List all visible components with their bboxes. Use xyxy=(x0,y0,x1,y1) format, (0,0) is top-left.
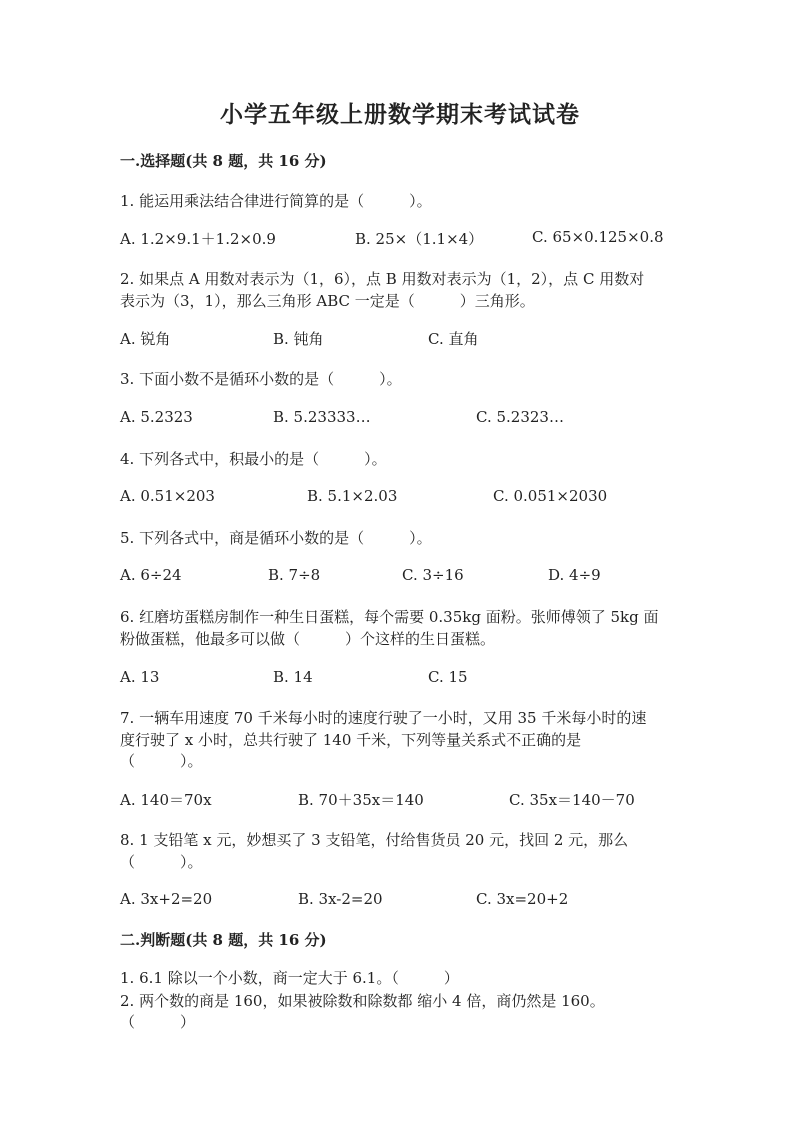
question-5-option-d: D. 4÷9 xyxy=(548,566,601,584)
question-1-option-b: B. 25×（1.1×4） xyxy=(355,230,484,248)
question-5-option-b: B. 7÷8 xyxy=(268,566,321,584)
question-6-option-b: B. 14 xyxy=(273,668,313,686)
question-6-text-line-1: 6. 红磨坊蛋糕房制作一种生日蛋糕，每个需要 0.35kg 面粉。张师傅领了 5kg 面 xyxy=(120,608,659,626)
question-7-text-line-3: （ ）。 xyxy=(120,752,203,770)
question-7-option-b: B. 70＋35x＝140 xyxy=(298,791,424,809)
question-3-option-b: B. 5.23333… xyxy=(273,408,371,426)
judgment-1-text: 1. 6.1 除以一个小数，商一定大于 6.1。（ ） xyxy=(120,969,459,987)
question-2-option-a: A. 锐角 xyxy=(120,330,171,348)
question-4-text: 4. 下列各式中，积最小的是（ ）。 xyxy=(120,450,387,468)
question-8-text-line-1: 8. 1 支铅笔 x 元，妙想买了 3 支铅笔，付给售货员 20 元，找回 2 元，那么 xyxy=(120,831,629,849)
question-7-option-c: C. 35x＝140－70 xyxy=(509,791,635,809)
question-2-option-b: B. 钝角 xyxy=(273,330,324,348)
question-3-text: 3. 下面小数不是循环小数的是（ ）。 xyxy=(120,370,402,388)
question-6-text-line-2: 粉做蛋糕，他最多可以做（ ）个这样的生日蛋糕。 xyxy=(120,630,496,648)
section-heading-choice: 一.选择题(共 8 题，共 16 分) xyxy=(120,152,327,170)
question-7-text-line-2: 度行驶了 x 小时，总共行驶了 140 千米，下列等量关系式不正确的是 xyxy=(120,731,582,749)
question-5-text: 5. 下列各式中，商是循环小数的是（ ）。 xyxy=(120,529,432,547)
judgment-2-text-line-1: 2. 两个数的商是 160，如果被除数和除数都 缩小 4 倍，商仍然是 160。 xyxy=(120,992,605,1010)
question-5-option-a: A. 6÷24 xyxy=(120,566,182,584)
judgment-2-text-line-2: （ ） xyxy=(120,1013,196,1031)
question-7-text-line-1: 7. 一辆车用速度 70 千米每小时的速度行驶了一小时，又用 35 千米每小时的速 xyxy=(120,709,647,727)
question-1-option-a: A. 1.2×9.1＋1.2×0.9 xyxy=(120,230,276,248)
question-2-option-c: C. 直角 xyxy=(428,330,479,348)
question-3-option-a: A. 5.2323 xyxy=(120,408,193,426)
question-8-option-c: C. 3x=20+2 xyxy=(476,890,569,908)
question-7-option-a: A. 140＝70x xyxy=(120,791,212,809)
question-4-option-a: A. 0.51×203 xyxy=(120,487,215,505)
question-5-option-c: C. 3÷16 xyxy=(402,566,464,584)
question-6-option-a: A. 13 xyxy=(120,668,160,686)
question-4-option-c: C. 0.051×2030 xyxy=(493,487,608,505)
question-8-option-b: B. 3x-2=20 xyxy=(298,890,383,908)
page-title: 小学五年级上册数学期末考试试卷 xyxy=(220,101,580,128)
question-3-option-c: C. 5.2323… xyxy=(476,408,564,426)
section-heading-judgment: 二.判断题(共 8 题，共 16 分) xyxy=(120,931,327,949)
question-2-text-line-1: 2. 如果点 A 用数对表示为（1，6），点 B 用数对表示为（1，2），点 C 用数对 xyxy=(120,270,645,288)
question-2-text-line-2: 表示为（3，1），那么三角形 ABC 一定是（ ）三角形。 xyxy=(120,292,535,310)
question-1-option-c: C. 65×0.125×0.8 xyxy=(532,228,664,246)
question-4-option-b: B. 5.1×2.03 xyxy=(307,487,398,505)
question-8-text-line-2: （ ）。 xyxy=(120,853,203,871)
question-8-option-a: A. 3x+2=20 xyxy=(120,890,213,908)
question-1-text: 1. 能运用乘法结合律进行简算的是（ ）。 xyxy=(120,192,432,210)
question-6-option-c: C. 15 xyxy=(428,668,468,686)
